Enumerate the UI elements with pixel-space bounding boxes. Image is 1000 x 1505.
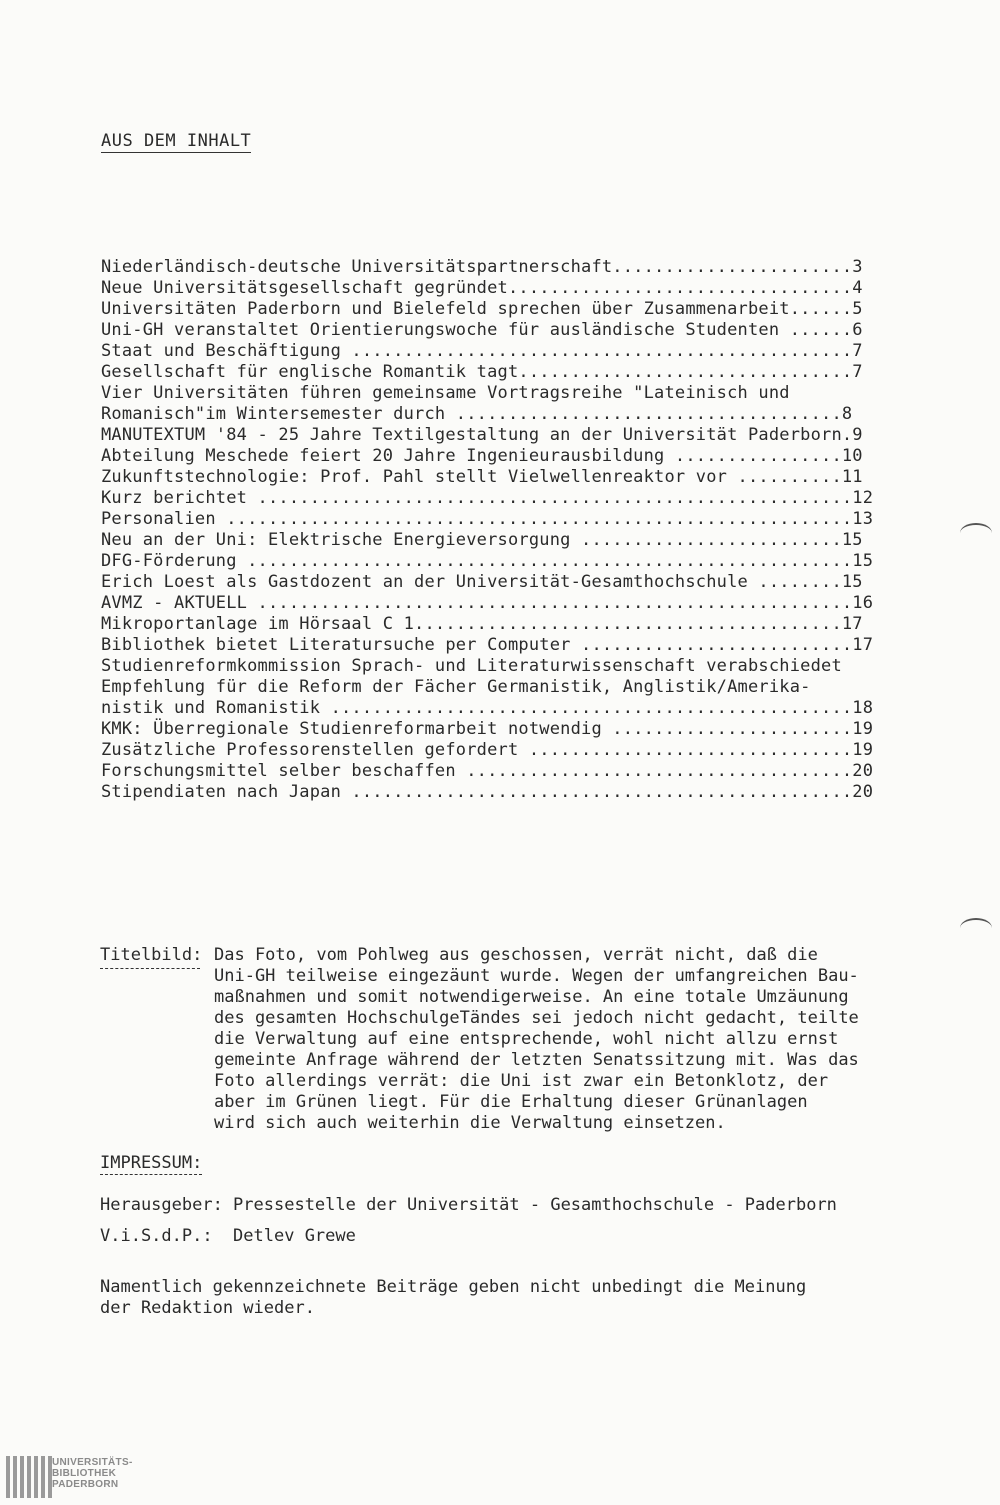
toc-entry: Vier Universitäten führen gemeinsame Vortragsreihe "Lateinisch und [101,383,790,403]
cover-caption [214,945,874,1134]
impressum-label: IMPRESSUM: [100,1153,203,1173]
toc-entry: KMK: Überregionale Studienreformarbeit notwendig .......................19 [101,719,874,739]
toc-entry: Zukunftstechnologie: Prof. Pahl stellt Vielwellenreaktor vor ..........11 [101,467,863,487]
toc-entry: Personalien ............................................................13 [101,509,874,529]
toc-entry: Mikroportanlage im Hörsaal C 1.........................................17 [101,614,863,634]
toc-entry: DFG-Förderung ..........................................................15 [101,551,874,571]
caption-line: Foto allerdings verrät: die Uni ist zwar ein Betonklotz, der [214,1071,829,1091]
table-of-contents [101,257,874,803]
caption-line: die Verwaltung auf eine entsprechende, wohl nicht allzu ernst [214,1029,839,1049]
note-line: Namentlich gekennzeichnete Beiträge geben nicht unbedingt die Meinung [100,1277,807,1297]
toc-entry: Universitäten Paderborn und Bielefeld sprechen über Zusammenarbeit......5 [101,299,863,319]
toc-entry: Uni-GH veranstaltet Orientierungswoche für ausländische Studenten ......6 [101,320,863,340]
toc-entry: Erich Loest als Gastdozent an der Universität-Gesamthochschule ........15 [101,572,863,592]
caption-line: maßnahmen und somit notwendigerweise. An eine totale Umzäunung [214,987,849,1007]
caption-line: wird sich auch weiterhin die Verwaltung einsetzen. [214,1113,726,1133]
toc-entry: Studienreformkommission Sprach- und Literaturwissenschaft verabschiedet [101,656,842,676]
toc-entry: nistik und Romanistik ..................................................18 [101,698,874,718]
page-heading: AUS DEM INHALT [101,131,252,151]
toc-entry: Forschungsmittel selber beschaffen .....................................20 [101,761,874,781]
toc-entry: Neue Universitätsgesellschaft gegründet.................................4 [101,278,863,298]
logo-text [52,1457,133,1490]
toc-entry: Neu an der Uni: Elektrische Energieversorgung .........................15 [101,530,863,550]
caption-line: Das Foto, vom Pohlweg aus geschossen, verrät nicht, daß die [214,945,818,965]
disclaimer-note [100,1277,806,1319]
toc-entry: Empfehlung für die Reform der Fächer Germanistik, Anglistik/Amerika- [101,677,811,697]
toc-entry: Staat und Beschäftigung ................................................7 [101,341,863,361]
logo-bars-icon [6,1456,52,1498]
toc-entry: Bibliothek bietet Literatursuche per Computer ..........................17 [101,635,874,655]
caption-line: aber im Grünen liegt. Für die Erhaltung dieser Grünanlagen [214,1092,808,1112]
logo-text-line: BIBLIOTHEK [52,1468,117,1479]
toc-entry: Niederländisch-deutsche Universitätspartnerschaft.......................3 [101,257,863,277]
toc-entry: AVMZ - AKTUELL .........................................................16 [101,593,874,613]
toc-entry: Abteilung Meschede feiert 20 Jahre Ingenieurausbildung ................10 [101,446,863,466]
punch-hole-mark [960,918,992,938]
caption-line: gemeinte Anfrage während der letzten Senatssitzung mit. Was das [214,1050,859,1070]
publisher-line: Herausgeber: Pressestelle der Universität - Gesamthochschule - Paderborn [100,1195,837,1215]
logo-text-line: PADERBORN [52,1479,119,1490]
caption-line: Uni-GH teilweise eingezäunt wurde. Wegen der umfangreichen Bau- [214,966,859,986]
toc-entry: Gesellschaft für englische Romantik tagt................................7 [101,362,863,382]
caption-line: des gesamten HochschulgeTändes sei jedoch nicht gedacht, teilte [214,1008,859,1028]
caption-label: Titelbild: [100,945,203,965]
punch-hole-mark [960,523,992,543]
visdp-line: V.i.S.d.P.: Detlev Grewe [100,1226,356,1246]
toc-entry: Kurz berichtet .........................................................12 [101,488,874,508]
toc-entry: Romanisch"im Wintersemester durch .....................................8 [101,404,853,424]
toc-entry: MANUTEXTUM '84 - 25 Jahre Textilgestaltung an der Universität Paderborn.9 [101,425,863,445]
caption-label-underline [100,968,200,969]
note-line: der Redaktion wieder. [100,1298,315,1318]
logo-text-line: UNIVERSITÄTS- [52,1457,133,1468]
toc-entry: Stipendiaten nach Japan ................................................20 [101,782,874,802]
toc-entry: Zusätzliche Professorenstellen gefordert ...............................19 [101,740,874,760]
library-logo [0,1455,160,1505]
